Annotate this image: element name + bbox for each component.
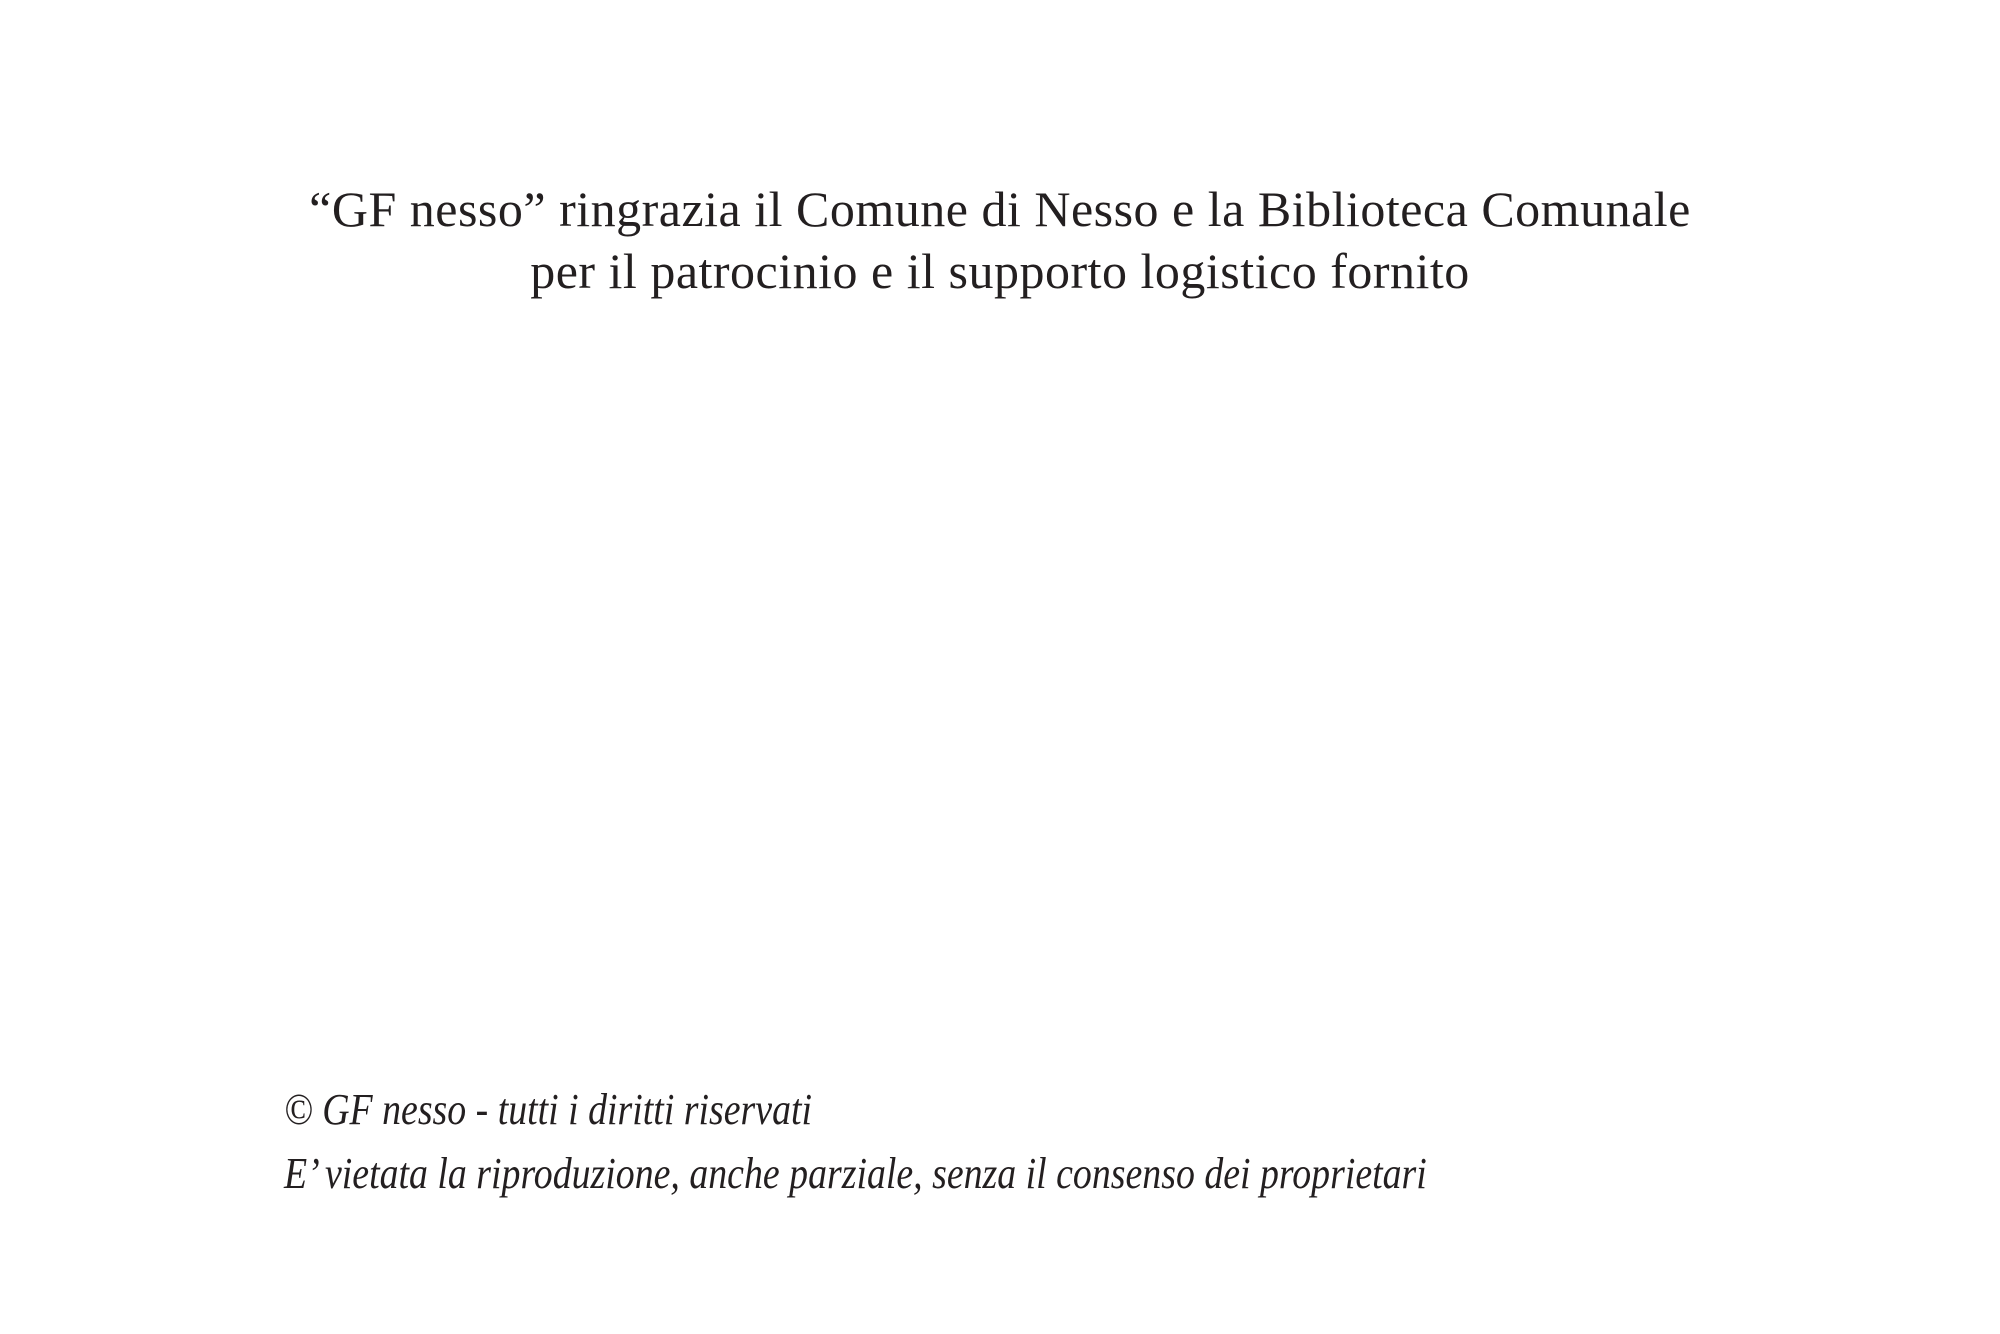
acknowledgement-line-1: “GF nesso” ringrazia il Comune di Nesso e la Biblioteca Comunale xyxy=(309,181,1691,237)
copyright-notice xyxy=(284,1078,1427,1206)
copyright-line: © GF nesso - tutti i diritti riservati xyxy=(284,1085,813,1134)
acknowledgement-line-2: per il patrocinio e il supporto logistico fornito xyxy=(530,243,1470,299)
reproduction-notice-line: E’ vietata la riproduzione, anche parziale, senza il consenso dei proprietari xyxy=(284,1149,1427,1198)
acknowledgement-text xyxy=(0,178,2000,302)
